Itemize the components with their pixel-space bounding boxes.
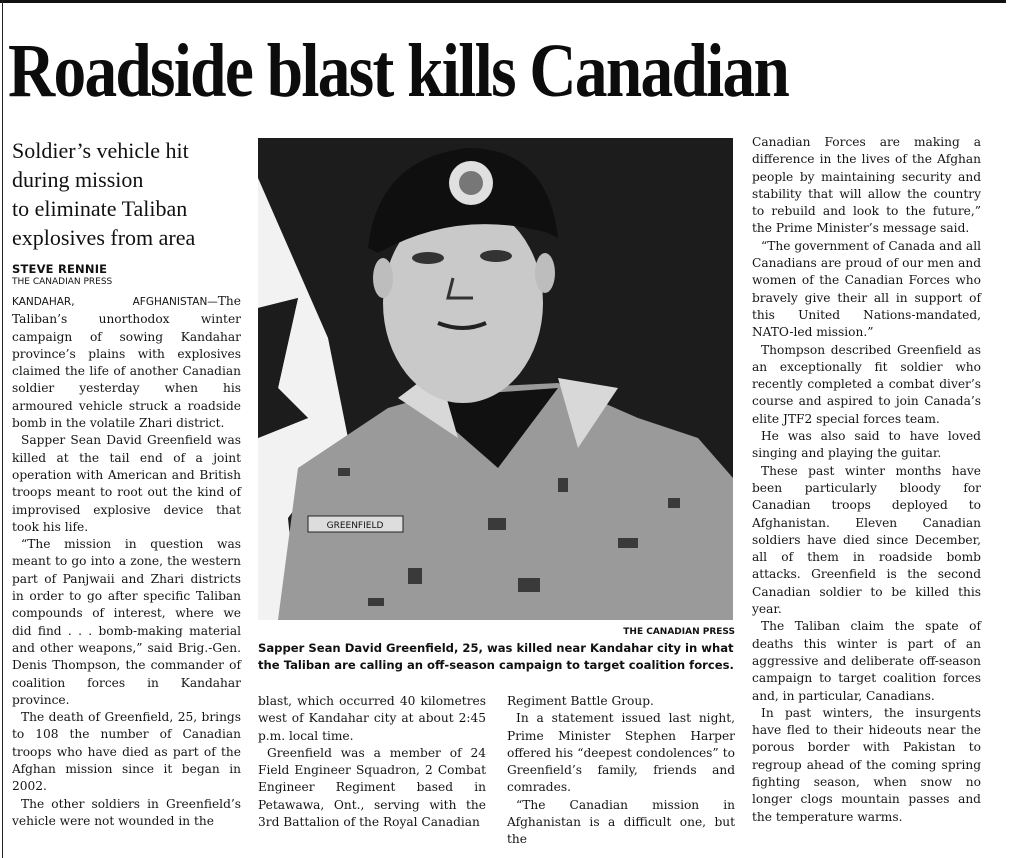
subheadline: [12, 136, 252, 252]
article-paragraph: Canadian Forces are making a difference in the lives of the Afghan people by maintaining security and stability that will allow the country to rebuild and look to the future,” the Prime Minister’s message said.: [752, 135, 981, 236]
deck-line: explosives from area: [12, 225, 196, 250]
article-paragraph: “The Canadian mission in Afghanistan is a difficult one, but the: [507, 797, 735, 847]
article-paragraph: Greenfield was a member of 24 Field Engineer Squadron, 2 Combat Engineer Regiment based in Petawawa, Ont., serving with the 3rd Battalion of the Royal Canadian: [258, 745, 486, 830]
article-paragraph: Regiment Battle Group.: [507, 694, 654, 708]
soldier-photo: [258, 138, 733, 620]
photo-caption: Sapper Sean David Greenfield, 25, was killed near Kandahar city in what the Taliban are calling an off-season campaign to target coalition forces.: [258, 641, 734, 672]
top-rule: [0, 0, 1006, 3]
article-paragraph: He was also said to have loved singing and playing the guitar.: [752, 429, 981, 461]
article-paragraph: The other soldiers in Greenfield’s vehicle were not wounded in the: [12, 796, 241, 828]
article-paragraph: The Taliban claim the spate of deaths this winter is part of an aggressive and deliberate off-season campaign to target coalition forces and, in particular, Canadians.: [752, 619, 981, 703]
article-paragraph: “The mission in question was meant to go into a zone, the western part of Panjwaii and Zhari districts in order to go after specific Taliban compounds of interest, where we did find . . . bomb-making material and other weapons,” said Brig.-Gen. Denis Thompson, the commander of coalition forces in Kandahar province.: [12, 537, 241, 707]
nametape-text: GREENFIELD: [326, 521, 384, 531]
article-column-4: [752, 134, 981, 826]
byline: [12, 262, 252, 288]
portrait-illustration: [258, 138, 733, 620]
article-paragraph: KANDAHAR, AFGHANISTAN—The Taliban’s unorthodox winter campaign of sowing Kandahar province’s plains with explosives claimed the life of another Canadian soldier yesterday when his armoured vehicle struck a roadside bomb in the volatile Zhari district.: [12, 294, 241, 431]
headline: Roadside blast kills Canadian: [8, 29, 789, 113]
article-paragraph: blast, which occurred 40 kilometres west of Kandahar city at about 2:45 p.m. local time.: [258, 694, 486, 743]
author-agency: THE CANADIAN PRESS: [12, 277, 113, 287]
author-name: STEVE RENNIE: [12, 262, 108, 276]
article-paragraph: In a statement issued last night, Prime Minister Stephen Harper offered his “deepest condolences” to Greenfield’s family, friends and comrades.: [507, 711, 735, 795]
deck-line: Soldier’s vehicle hit: [12, 138, 189, 163]
article-paragraph: Thompson described Greenfield as an exceptionally fit soldier who recently completed a combat diver’s course and aspired to join Canada’s elite JTF2 special forces team.: [752, 342, 981, 426]
photo-credit: THE CANADIAN PRESS: [623, 627, 735, 637]
article-paragraph: In past winters, the insurgents have fled to their hideouts near the porous border with Pakistan to regroup ahead of the coming spring fighting season, when snow no longer clogs mountain passes and the temperature warms.: [752, 705, 981, 824]
article-column-3: [507, 693, 735, 849]
article-paragraph: These past winter months have been particularly bloody for Canadian troops deployed to Afghanistan. Eleven Canadian soldiers have died since December, all of them in roadside bomb attacks. Greenfield is the second Canadian soldier to be killed this year.: [752, 463, 981, 617]
dateline: KANDAHAR, AFGHANISTAN—: [12, 296, 218, 308]
article-paragraph: The death of Greenfield, 25, brings to 108 the number of Canadian troops who have died as part of the Afghan mission since it began in 2002.: [12, 710, 241, 794]
article-paragraph: “The government of Canada and all Canadians are proud of our men and women of the Canadian Forces who bravely give their all in support of this United Nations-mandated, NATO-led mission.”: [752, 238, 981, 340]
article-column-1: [12, 293, 241, 830]
article-paragraph: Sapper Sean David Greenfield was killed at the tail end of a joint operation with American and British troops meant to root out the kind of improvised explosive device that took his life.: [12, 433, 241, 534]
left-rule: [2, 0, 3, 858]
article-column-2: [258, 693, 486, 831]
deck-line: during mission: [12, 167, 144, 192]
deck-line: to eliminate Taliban: [12, 196, 188, 221]
